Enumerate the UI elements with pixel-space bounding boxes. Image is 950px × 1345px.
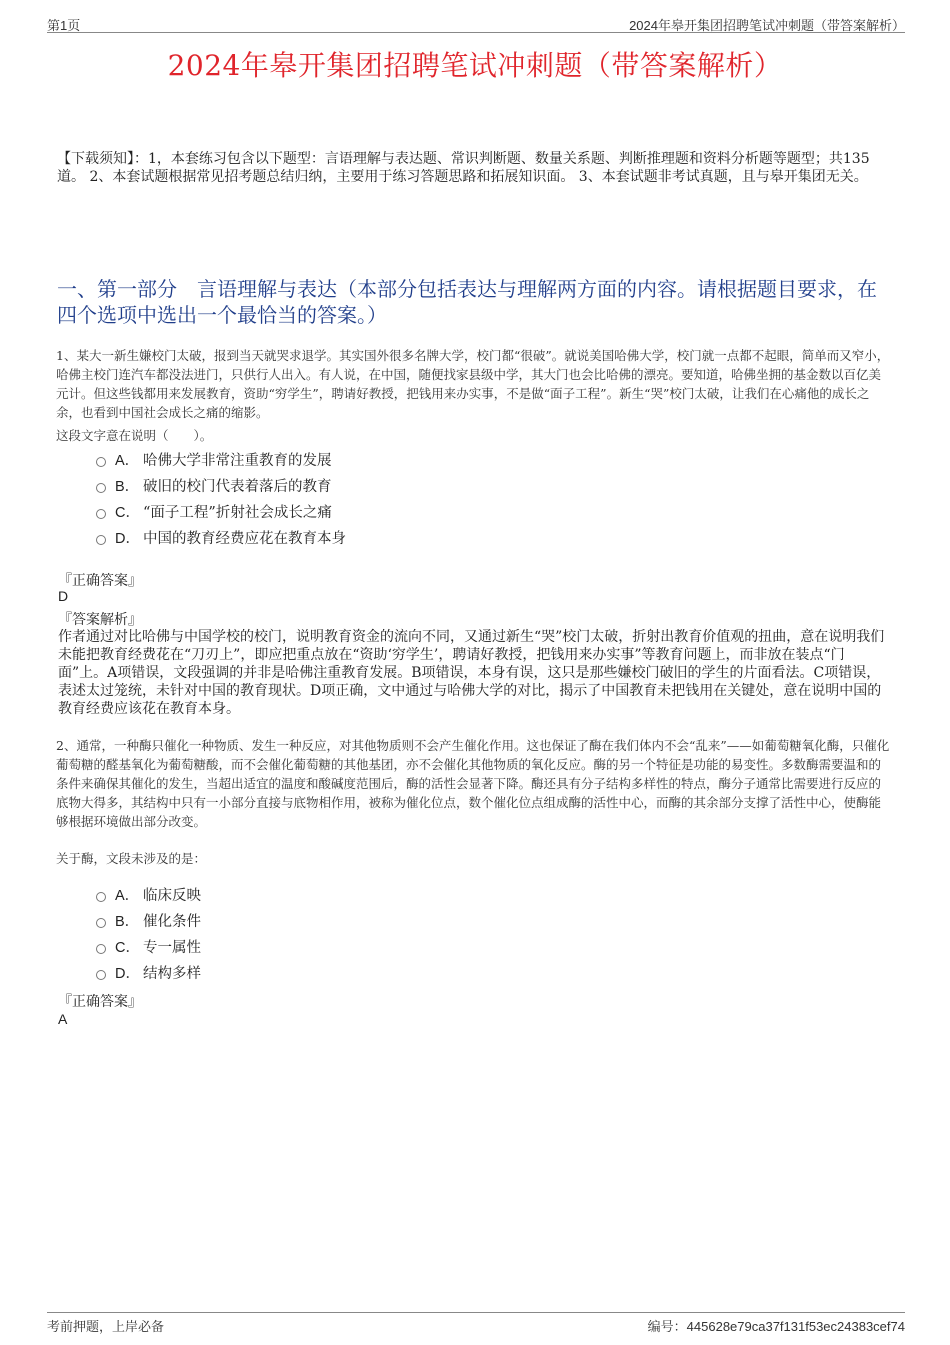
option-text: 哈佛大学非常注重教育的发展 <box>143 452 332 469</box>
radio-icon[interactable] <box>96 892 106 902</box>
option-letter: D． <box>115 530 140 547</box>
question-1-prompt: 这段文字意在说明（ ）。 <box>56 428 213 443</box>
radio-icon[interactable] <box>96 944 106 954</box>
option-d[interactable] <box>96 524 346 550</box>
option-c[interactable] <box>96 498 346 524</box>
option-letter: A． <box>115 452 140 469</box>
option-letter: A． <box>115 887 140 904</box>
section-heading: 一、第一部分 言语理解与表达（本部分包括表达与理解两方面的内容。请根据题目要求，在四个选项中选出一个最恰当的答案。） <box>57 277 877 327</box>
document-title: 2024年皋开集团招聘笔试冲刺题（带答案解析） <box>167 49 783 82</box>
option-c[interactable] <box>96 933 201 959</box>
option-letter: B． <box>115 478 140 495</box>
question-2-stem: 2、通常，一种酶只催化一种物质、发生一种反应，对其他物质则不会产生催化作用。这也保证了酶在我们体内不会“乱来”——如葡萄糖氧化酶，只催化葡萄糖的醛基氧化为葡萄糖酸，而不会催化葡萄糖的其他基团，亦不会催化其他物质的氧化反应。酶的另一个特征是功能的易变性。多数酶需要温和的条件来确保其催化的发生，当超出适宜的温度和酸碱度范围后，酶的活性会显著下降。酶还具有分子结构多样性的特点，酶分子通常比需要进行反应的底物大得多，其结构中只有一小部分直接与底物相作用，被称为催化位点，数个催化位点组成酶的活性中心，而酶的其余部分支撑了活性中心，使酶能够根据环境做出部分改变。 <box>56 738 890 829</box>
question-2-options <box>96 881 201 985</box>
option-text: 催化条件 <box>143 913 201 930</box>
option-text: 专一属性 <box>143 939 201 956</box>
question-1-analysis: 作者通过对比哈佛与中国学校的校门，说明教育资金的流向不同，又通过新生“哭”校门太破，折射出教育价值观的扭曲，意在说明我们未能把教育经费花在“刀刃上”，即应把重点放在“资助‘穷学生’，聘请好教授，把钱用来办实事”等教育问题上，而非放在装点“门面”上。A项错误，文段强调的并非是哈佛注重教育发展。B项错误，本身有误，这只是那些嫌校门破旧的学生的片面看法。C项错误，表述太过笼统，未针对中国的教育现状。D项正确，文中通过与哈佛大学的对比，揭示了中国教育未把钱用在关键处，意在说明中国的教育经费应该花在教育本身。 <box>58 629 885 717</box>
radio-icon[interactable] <box>96 970 106 980</box>
option-letter: C． <box>115 504 140 521</box>
code-label: 编号： <box>647 1319 687 1334</box>
option-letter: C． <box>115 939 140 956</box>
option-a[interactable] <box>96 446 346 472</box>
radio-icon[interactable] <box>96 535 106 545</box>
radio-icon[interactable] <box>96 457 106 467</box>
option-text: 临床反映 <box>143 887 201 904</box>
page-footer <box>47 1312 905 1333</box>
question-2-answer-label: 『正确答案』 <box>58 994 142 1010</box>
option-text: 结构多样 <box>143 965 201 982</box>
option-letter: B． <box>115 913 140 930</box>
footer-slogan: 考前押题，上岸必备 <box>47 1319 165 1334</box>
option-letter: D． <box>115 965 140 982</box>
option-text: 中国的教育经费应花在教育本身 <box>143 530 346 547</box>
question-1-answer: D <box>58 588 69 604</box>
radio-icon[interactable] <box>96 918 106 928</box>
page-number: 第1页 <box>47 18 81 33</box>
option-text: “面子工程”折射社会成长之痛 <box>143 504 332 521</box>
option-b[interactable] <box>96 472 346 498</box>
question-1-options <box>96 446 346 550</box>
radio-icon[interactable] <box>96 483 106 493</box>
code-value: 445628e79ca37f131f53ec24383cef74 <box>686 1319 905 1334</box>
page-header <box>47 14 905 33</box>
question-2-prompt: 关于酶，文段未涉及的是： <box>56 851 207 866</box>
header-doc-title: 2024年皋开集团招聘笔试冲刺题（带答案解析） <box>629 18 905 33</box>
question-1-stem: 1、某大一新生嫌校门太破，报到当天就哭求退学。其实国外很多名牌大学，校门都“很破”。就说美国哈佛大学，校门就一点都不起眼，简单而又窄小，哈佛主校门连汽车都没法进门，只供行人出入。有人说，在中国，随便找家县级中学，其大门也会比哈佛的漂亮。要知道，哈佛坐拥的基金数以百亿美元计。但这些钱都用来发展教育，资助“穷学生”，聘请好教授，把钱用来办实事，不是做“面子工程”。新生“哭”校门太破，让我们在心痛他的成长之余，也看到中国社会成长之痛的缩影。 <box>56 348 890 420</box>
option-a[interactable] <box>96 881 201 907</box>
download-notice: 【下载须知】：1，本套练习包含以下题型：言语理解与表达题、常识判断题、数量关系题、判断推理题和资料分析题等题型；共135道。 2、本套试题根据常见招考题总结归纳，主要用于练习答题思路和拓展知识面。 3、本套试题非考试真题，且与皋开集团无关。 <box>57 151 870 185</box>
option-text: 破旧的校门代表着落后的教育 <box>143 478 332 495</box>
footer-code <box>648 1316 905 1335</box>
question-1-answer-label: 『正确答案』 <box>58 573 142 589</box>
question-2-answer: A <box>58 1011 68 1027</box>
radio-icon[interactable] <box>96 509 106 519</box>
option-d[interactable] <box>96 959 201 985</box>
option-b[interactable] <box>96 907 201 933</box>
question-1-analysis-label: 『答案解析』 <box>58 612 142 628</box>
